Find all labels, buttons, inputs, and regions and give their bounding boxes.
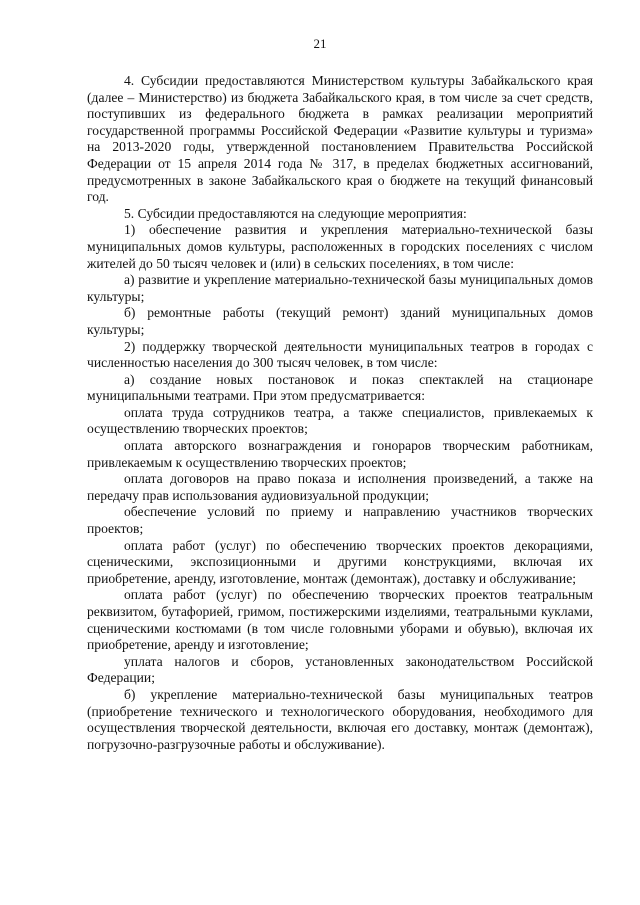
- paragraph-scenery-works: оплата работ (услуг) по обеспечению творческих проектов декорациями, сценическими, экспозиционными и другими конструкциями, включая их приобретение, аренду, изготовление, монтаж (демонтаж), доставку и обслуживание;: [87, 537, 593, 586]
- paragraph-author-fees: оплата авторского вознаграждения и гонораров творческим работникам, привлекаемым к осуществлению творческих проектов;: [87, 438, 593, 470]
- paragraph-item-1-houses-of-culture: 1) обеспечение развития и укрепления материально-технической базы муниципальных домов культуры, расположенных в городских поселениях с числом жителей до 50 тысяч человек и (или) в сельских поселениях, в том числе:: [87, 222, 593, 271]
- paragraph-item-1a: а) развитие и укрепление материально-технической базы муниципальных домов культуры;: [87, 272, 593, 304]
- paragraph-subsidies-purposes: 5. Субсидии предоставляются на следующие мероприятия:: [124, 205, 467, 221]
- paragraph-staff-payment: оплата труда сотрудников театра, а также специалистов, привлекаемых к осуществлению творческих проектов;: [87, 404, 593, 437]
- paragraph-performance-rights: оплата договоров на право показа и исполнения произведений, а также на передачу прав использования аудиовизуальной продукции;: [87, 471, 593, 503]
- paragraph-taxes: уплата налогов и сборов, установленных законодательством Российской Федерации;: [87, 653, 593, 686]
- document-body: [87, 73, 593, 753]
- paragraph-item-1b: б) ремонтные работы (текущий ремонт) зданий муниципальных домов культуры;: [87, 305, 593, 337]
- page-number: 21: [313, 36, 327, 51]
- paragraph-item-2-theatres: 2) поддержку творческой деятельности муниципальных театров в городах с численностью населения до 300 тысяч человек, в том числе:: [87, 338, 593, 371]
- paragraph-participants-reception: обеспечение условий по приему и направлению участников творческих проектов;: [87, 504, 593, 537]
- paragraph-item-2a: а) создание новых постановок и показ спектаклей на стационаре муниципальными театрами. При этом предусматривается:: [87, 371, 593, 404]
- paragraph-item-2b: б) укрепление материально-технической базы муниципальных театров (приобретение технического и технологического оборудования, необходимого для осуществления творческой деятельности, включая его доставку, монтаж (демонтаж), погрузочно-разгрузочные работы и обслуживание).: [87, 686, 593, 752]
- paragraph-props-costumes: оплата работ (услуг) по обеспечению творческих проектов театральным реквизитом, бутафорией, гримом, постижерскими изделиями, театральными куклами, сценическими костюмами (в том числе головными уборами и обувью), включая их приобретение, аренду и изготовление;: [87, 587, 593, 653]
- paragraph-subsidies-source: 4. Субсидии предоставляются Министерством культуры Забайкальского края (далее – Министерство) из бюджета Забайкальского края, в том числе за счет средств, поступивших из федерального бюджета в рамках реализации мероприятий государственной программы Российской Федерации «Развитие культуры и туризма» на 2013-2020 годы, утвержденной постановлением Правительства Российской Федерации от 15 апреля 2014 года № 317, в пределах бюджетных ассигнований, предусмотренных в законе Забайкальского края о бюджете на текущий финансовый год.: [87, 73, 593, 205]
